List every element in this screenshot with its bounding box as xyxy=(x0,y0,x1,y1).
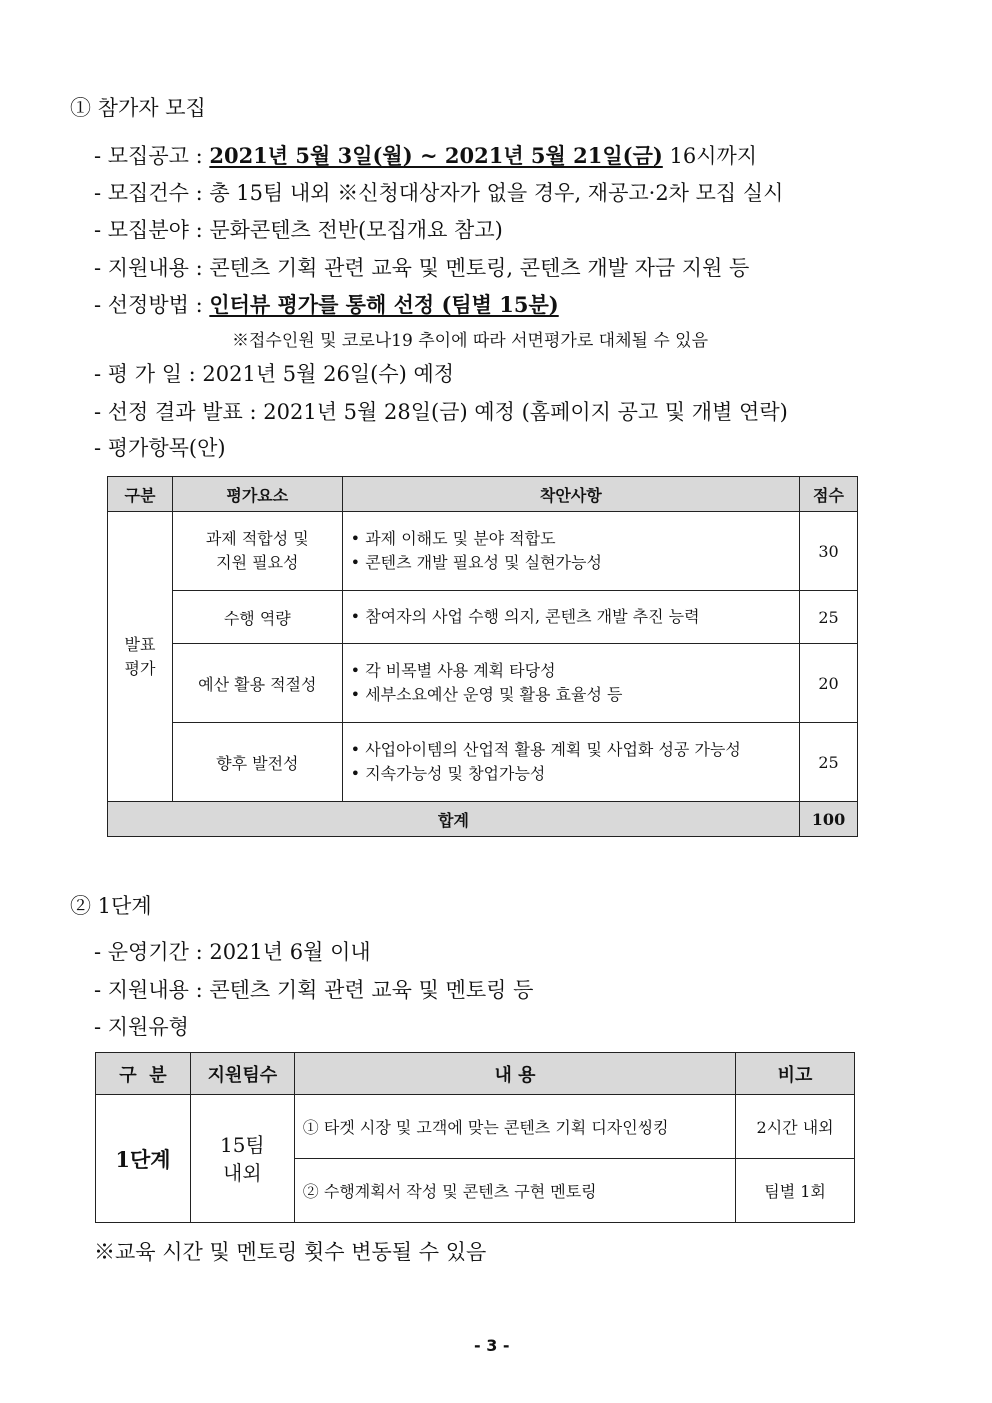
table-row xyxy=(108,644,858,723)
element-cell: 과제 적합성 및 지원 필요성 xyxy=(172,512,342,591)
element-cell: 예산 활용 적절성 xyxy=(172,644,342,723)
score-cell: 30 xyxy=(800,512,858,591)
footnote: ※교육 시간 및 멘토링 횟수 변동될 수 있음 xyxy=(94,1240,487,1264)
recruit-field-line: - 모집분야 : 문화콘텐츠 전반(모집개요 참고) xyxy=(94,218,503,242)
teams-cell xyxy=(190,1095,294,1223)
total-label: 합계 xyxy=(108,802,800,837)
table-row xyxy=(108,512,858,591)
points-cell xyxy=(342,512,799,591)
recruit-count-line: - 모집건수 : 총 15팀 내외 ※신청대상자가 없을 경우, 재공고·2차 모집 실시 xyxy=(94,181,784,205)
teams-qualifier: 내외 xyxy=(223,1160,262,1185)
score-cell: 20 xyxy=(800,644,858,723)
header-element: 평가요소 xyxy=(172,477,342,512)
page-number: - 3 - xyxy=(474,1336,510,1355)
table-row xyxy=(108,591,858,644)
selection-method-emph: 인터뷰 평가를 통해 선정 (팀별 15분) xyxy=(209,292,559,317)
point-text: • 참여자의 사업 수행 의지, 콘텐츠 개발 추진 능력 xyxy=(350,607,700,626)
header-content: 내 용 xyxy=(294,1053,735,1095)
point-text: • 지속가능성 및 창업가능성 xyxy=(350,764,546,783)
score-cell: 25 xyxy=(800,723,858,802)
evaluation-date-line: - 평 가 일 : 2021년 5월 26일(수) 예정 xyxy=(94,362,455,386)
teams-count: 15팀 xyxy=(219,1132,265,1157)
element-cell: 향후 발전성 xyxy=(172,723,342,802)
section-1-title: ① 참가자 모집 xyxy=(70,96,206,120)
header-note: 비고 xyxy=(736,1053,855,1095)
selection-note: ※접수인원 및 코로나19 추이에 따라 서면평가로 대체될 수 있음 xyxy=(232,331,708,351)
support-content-line-2: - 지원내용 : 콘텐츠 기획 관련 교육 및 멘토링 등 xyxy=(94,978,534,1002)
group-cell: 발표 평가 xyxy=(108,512,173,802)
operation-period-line: - 운영기간 : 2021년 6월 이내 xyxy=(94,940,371,964)
recruit-notice-tail: 16시까지 xyxy=(662,144,758,168)
header-category: 구분 xyxy=(108,477,173,512)
points-cell xyxy=(342,591,799,644)
stage-cell: 1단계 xyxy=(96,1095,191,1223)
table-header-row xyxy=(108,477,858,512)
table-row xyxy=(96,1095,855,1159)
support-type-table xyxy=(95,1052,855,1223)
note-cell: 2시간 내외 xyxy=(736,1095,855,1159)
table-row xyxy=(108,723,858,802)
header-teams: 지원팀수 xyxy=(190,1053,294,1095)
recruit-notice-period: 2021년 5월 3일(월) ~ 2021년 5월 21일(금) xyxy=(209,143,663,168)
table-header-row xyxy=(96,1053,855,1095)
element-cell: 수행 역량 xyxy=(172,591,342,644)
score-cell: 25 xyxy=(800,591,858,644)
point-text: • 콘텐츠 개발 필요성 및 실현가능성 xyxy=(350,553,602,572)
points-cell xyxy=(342,723,799,802)
recruit-notice-label: - 모집공고 : xyxy=(94,144,210,168)
point-text: • 과제 이해도 및 분야 적합도 xyxy=(350,529,556,548)
point-text: • 각 비목별 사용 계획 타당성 xyxy=(350,661,556,680)
total-score: 100 xyxy=(800,802,858,837)
point-text: • 세부소요예산 운영 및 활용 효율성 등 xyxy=(350,685,623,704)
selection-method-label: - 선정방법 : xyxy=(94,293,210,317)
points-cell xyxy=(342,644,799,723)
result-announce-line: - 선정 결과 발표 : 2021년 5월 28일(금) 예정 (홈페이지 공고 및 개별 연락) xyxy=(94,400,788,424)
point-text: • 사업아이템의 산업적 활용 계획 및 사업화 성공 가능성 xyxy=(350,740,741,759)
support-content-line: - 지원내용 : 콘텐츠 기획 관련 교육 및 멘토링, 콘텐츠 개발 자금 지원 등 xyxy=(94,256,750,280)
section-2-title: ② 1단계 xyxy=(70,894,152,918)
header-points: 착안사항 xyxy=(342,477,799,512)
note-cell: 팀별 1회 xyxy=(736,1159,855,1223)
header-score: 점수 xyxy=(800,477,858,512)
content-cell: ① 타겟 시장 및 고객에 맞는 콘텐츠 기획 디자인씽킹 xyxy=(294,1095,735,1159)
selection-method-line xyxy=(94,289,559,319)
evaluation-items-line: - 평가항목(안) xyxy=(94,436,226,460)
support-type-line: - 지원유형 xyxy=(94,1015,189,1039)
total-row xyxy=(108,802,858,837)
evaluation-table xyxy=(107,476,858,837)
recruit-notice-line xyxy=(94,140,757,170)
content-cell: ② 수행계획서 작성 및 콘텐츠 구현 멘토링 xyxy=(294,1159,735,1223)
header-category: 구 분 xyxy=(96,1053,191,1095)
